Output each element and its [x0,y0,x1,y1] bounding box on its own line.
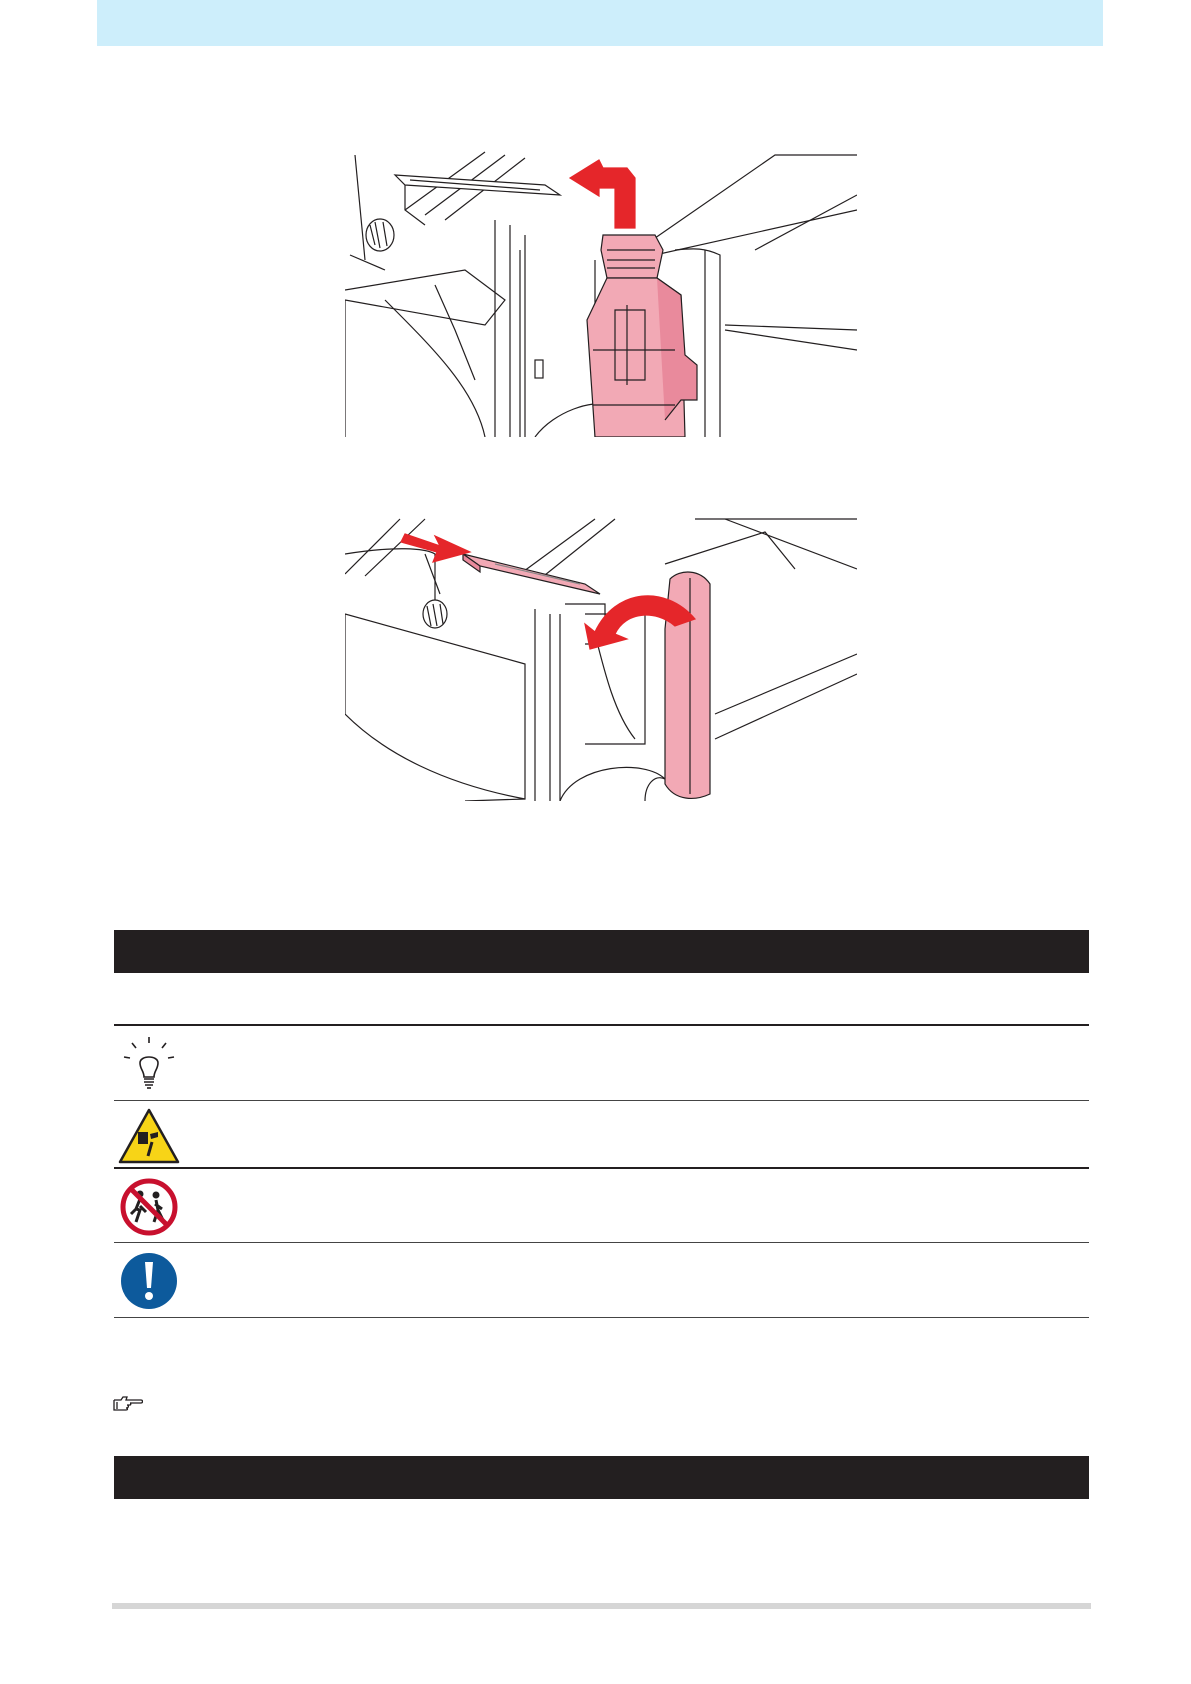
table-row-divider [114,1100,1089,1101]
section-heading-bar [114,930,1089,973]
pointing-hand-icon [113,1395,143,1413]
lightbulb-icon [118,1033,180,1095]
mandatory-action-icon [118,1250,180,1312]
figure-close-cover [345,514,857,801]
figure-remove-waste-tank [345,150,857,437]
table-row-divider [114,1167,1089,1169]
table-bottom-rule [114,1317,1089,1318]
footer-rule [112,1603,1091,1609]
page-header-band [97,0,1103,46]
section-heading-bar [114,1456,1089,1499]
table-top-rule [114,1024,1089,1026]
finger-cut-warning-icon [118,1106,180,1168]
no-children-icon [118,1176,180,1238]
table-row-divider [114,1242,1089,1243]
